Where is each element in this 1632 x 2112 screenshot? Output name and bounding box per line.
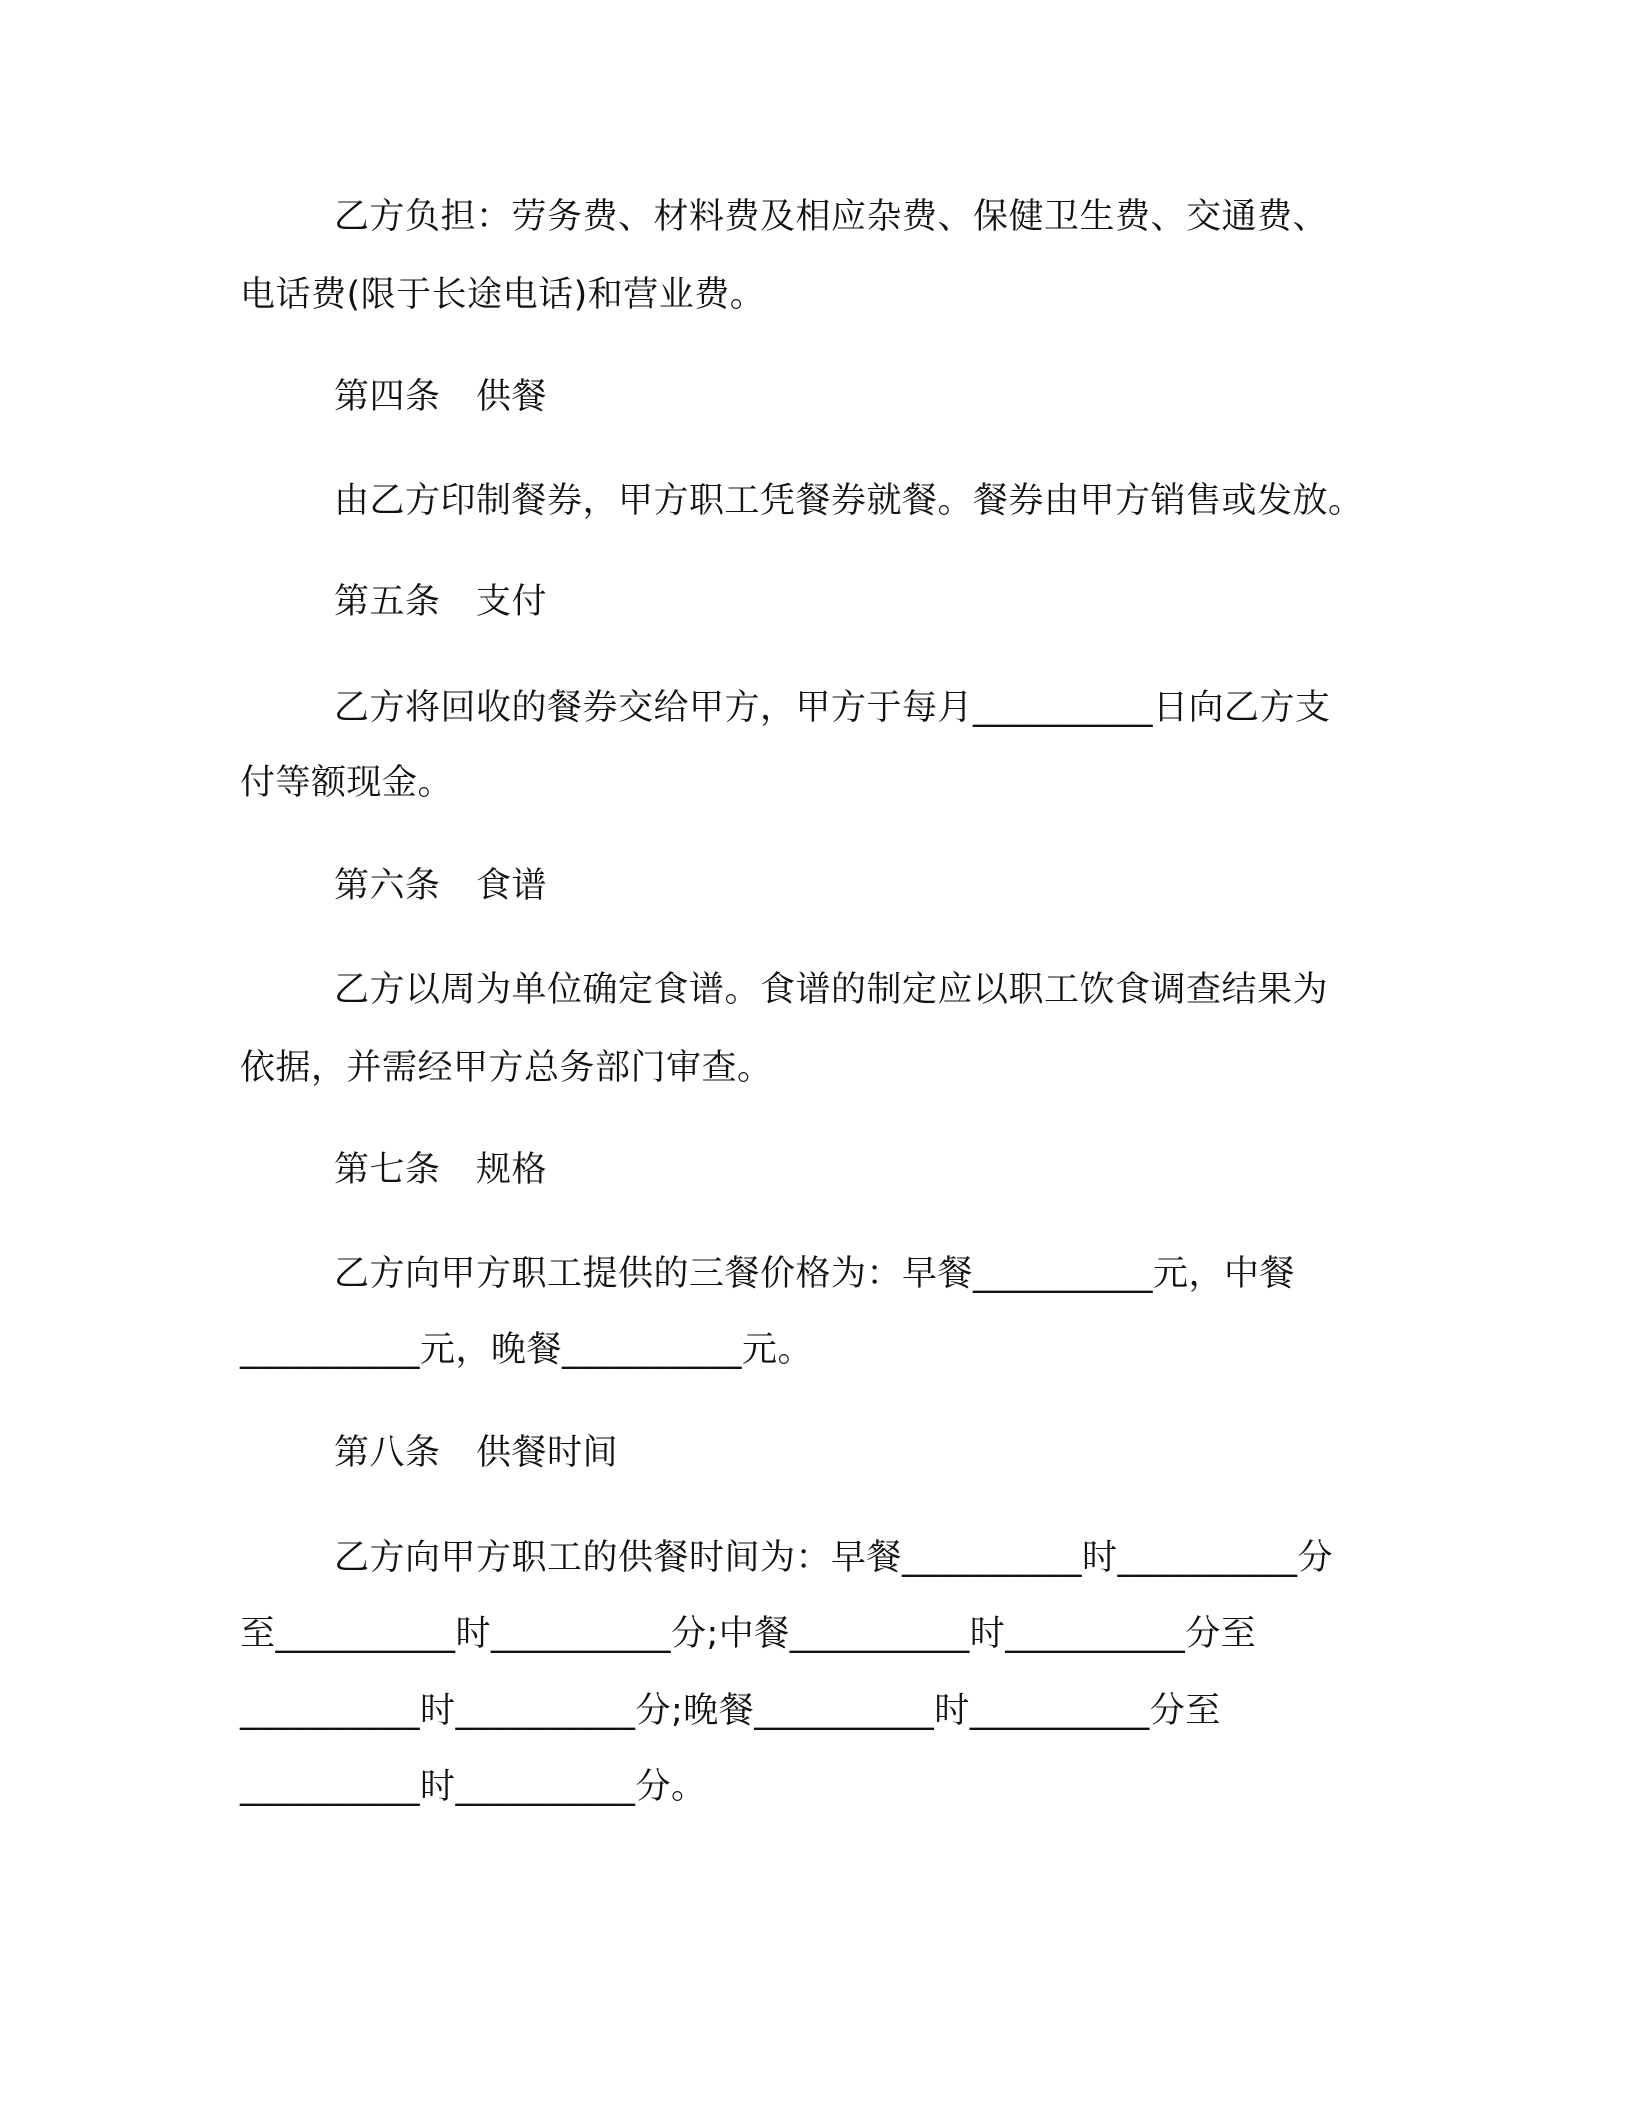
paragraph-line: 付等额现金。: [240, 763, 454, 803]
paragraph-line: __________元，晚餐__________元。: [240, 1330, 814, 1370]
paragraph-line: 乙方负担：劳务费、材料费及相应杂费、保健卫生费、交通费、: [334, 197, 1329, 237]
article-heading: 第八条 供餐时间: [334, 1433, 619, 1473]
paragraph-line: 至__________时__________分;中餐__________时__________分至: [240, 1614, 1257, 1654]
article-heading: 第五条 支付: [334, 582, 548, 622]
article-heading: 第四条 供餐: [334, 377, 548, 417]
paragraph-line: 由乙方印制餐券，甲方职工凭餐券就餐。餐券由甲方销售或发放。: [334, 481, 1364, 521]
paragraph-line: 依据，并需经甲方总务部门审查。: [240, 1048, 773, 1088]
paragraph-line: __________时__________分。: [240, 1767, 707, 1807]
paragraph-line: 乙方将回收的餐券交给甲方，甲方于每月__________日向乙方支: [334, 688, 1331, 728]
paragraph-line: 乙方向甲方职工的供餐时间为：早餐__________时__________分: [334, 1538, 1334, 1578]
paragraph-line: __________时__________分;晚餐__________时__________分至: [240, 1691, 1221, 1731]
article-heading: 第七条 规格: [334, 1150, 548, 1190]
paragraph-line: 电话费(限于长途电话)和营业费。: [240, 275, 766, 315]
article-heading: 第六条 食谱: [334, 866, 548, 906]
paragraph-line: 乙方以周为单位确定食谱。食谱的制定应以职工饮食调查结果为: [334, 970, 1329, 1010]
paragraph-line: 乙方向甲方职工提供的三餐价格为：早餐__________元，中餐: [334, 1254, 1296, 1294]
